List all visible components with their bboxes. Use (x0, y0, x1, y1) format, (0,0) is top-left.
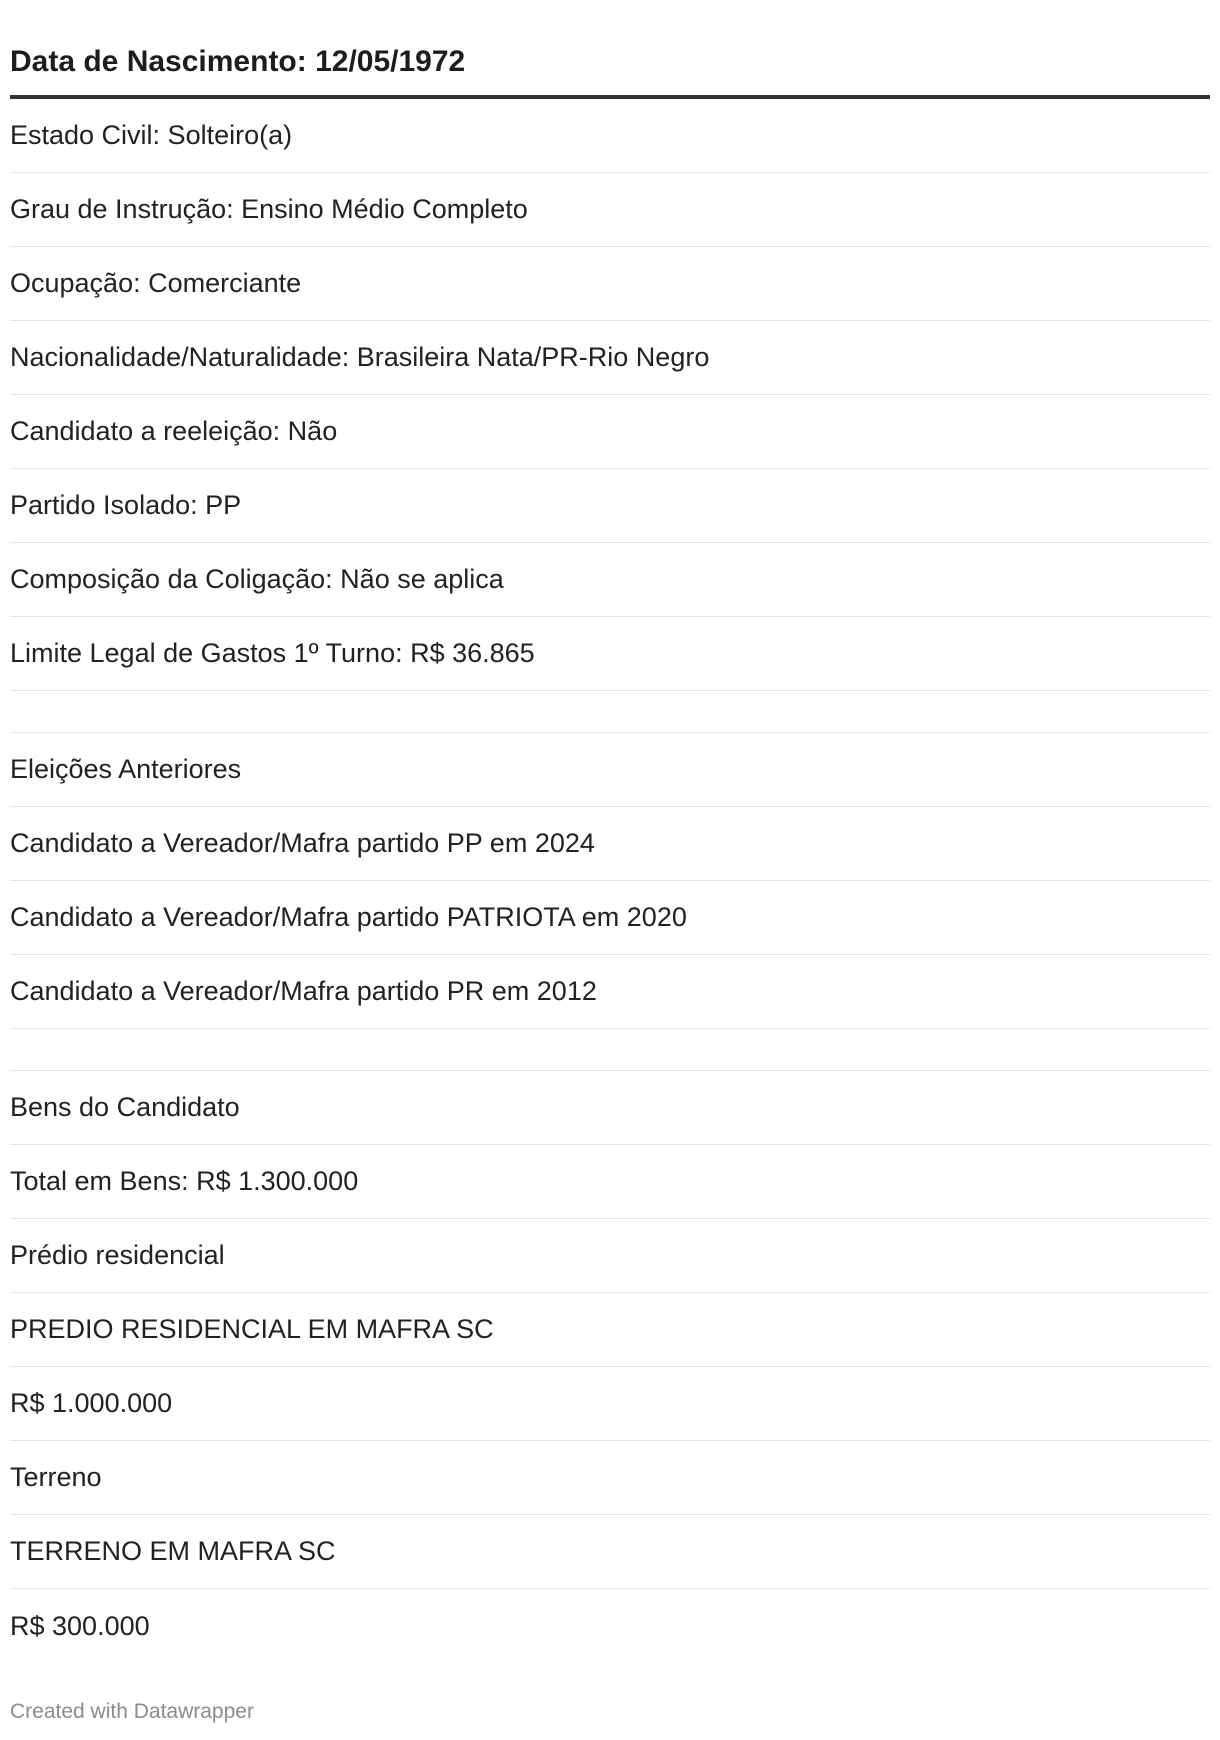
row-text: Bens do Candidato (10, 1092, 240, 1122)
row-text: Partido Isolado: PP (10, 490, 242, 520)
table-row-eleicoes-anteriores (10, 733, 1210, 807)
table-row-predio-valor (10, 1367, 1210, 1441)
table-row-terreno (10, 1441, 1210, 1515)
table-row-grau-instrucao (10, 173, 1210, 247)
table-row-ocupacao (10, 247, 1210, 321)
table-row-predio (10, 1219, 1210, 1293)
row-text: Limite Legal de Gastos 1º Turno: R$ 36.865 (10, 638, 535, 668)
row-text: Prédio residencial (10, 1240, 225, 1270)
table-row-empty (10, 691, 1210, 733)
credit-text[interactable]: Created with Datawrapper (10, 1700, 254, 1723)
candidate-info-table (10, 0, 1210, 1663)
table-row-eleicao-2012 (10, 955, 1210, 1029)
table-row-empty (10, 1029, 1210, 1071)
table-row-terreno-descricao (10, 1515, 1210, 1589)
table-row-total-bens (10, 1145, 1210, 1219)
row-text: PREDIO RESIDENCIAL EM MAFRA SC (10, 1314, 494, 1344)
row-text: Terreno (10, 1462, 102, 1492)
row-text: TERRENO EM MAFRA SC (10, 1536, 336, 1566)
table-row-eleicao-2020 (10, 881, 1210, 955)
row-text: Estado Civil: Solteiro(a) (10, 120, 293, 150)
table-header (10, 0, 1210, 99)
table-row-eleicao-2024 (10, 807, 1210, 881)
row-text: Nacionalidade/Naturalidade: Brasileira Nata/PR-Rio Negro (10, 342, 710, 372)
table-row-limite-gastos (10, 617, 1210, 691)
row-text: Composição da Coligação: Não se aplica (10, 564, 504, 594)
row-text: Total em Bens: R$ 1.300.000 (10, 1166, 359, 1196)
row-text: Candidato a Vereador/Mafra partido PP em 2024 (10, 828, 595, 858)
row-text: Ocupação: Comerciante (10, 268, 302, 298)
header-label: Data de Nascimento: 12/05/1972 (10, 44, 466, 78)
table-row-reeleicao (10, 395, 1210, 469)
row-text: R$ 300.000 (10, 1610, 150, 1641)
table-row-coligacao (10, 543, 1210, 617)
row-text: Eleições Anteriores (10, 754, 242, 784)
row-text: Candidato a Vereador/Mafra partido PR em 2012 (10, 976, 597, 1006)
row-text: Candidato a reeleição: Não (10, 416, 338, 446)
table-row-predio-descricao (10, 1293, 1210, 1367)
table-row-terreno-valor (10, 1589, 1210, 1663)
row-text: Candidato a Vereador/Mafra partido PATRIOTA em 2020 (10, 902, 687, 932)
row-text: R$ 1.000.000 (10, 1388, 173, 1418)
table-row-nacionalidade (10, 321, 1210, 395)
table-row-partido (10, 469, 1210, 543)
table-row-bens-candidato (10, 1071, 1210, 1145)
datawrapper-credit[interactable] (10, 1700, 254, 1724)
row-text: Grau de Instrução: Ensino Médio Completo (10, 194, 528, 224)
table-row-estado-civil (10, 99, 1210, 173)
